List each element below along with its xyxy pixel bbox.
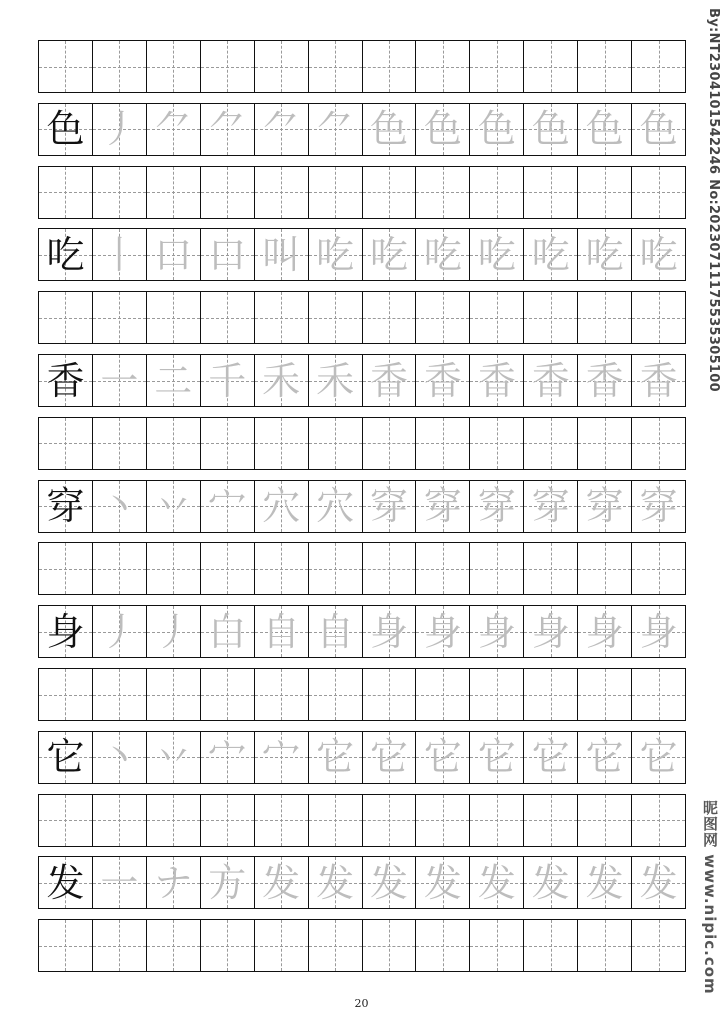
grid-cell	[631, 795, 685, 846]
stroke-order-step: 吃	[423, 232, 462, 277]
grid-cell	[631, 606, 685, 657]
stroke-order-step: 它	[423, 735, 462, 780]
model-character: 它	[46, 735, 85, 780]
grid-cell	[146, 167, 200, 218]
grid-cell	[577, 669, 631, 720]
grid-cell	[308, 418, 362, 469]
grid-cell	[92, 543, 146, 594]
grid-cell	[415, 481, 469, 532]
grid-cell	[200, 167, 254, 218]
character-row	[38, 856, 686, 909]
stroke-order-step: 二	[154, 358, 193, 403]
grid-cell	[362, 857, 416, 908]
stroke-order-step: 色	[639, 107, 678, 152]
grid-cell	[415, 229, 469, 280]
grid-cell	[577, 104, 631, 155]
grid-cell	[146, 543, 200, 594]
stroke-order-step: 禾	[316, 358, 355, 403]
grid-cell	[200, 292, 254, 343]
stroke-order-step: 丿	[100, 107, 139, 152]
grid-cell	[200, 229, 254, 280]
stroke-order-step: 丶	[100, 735, 139, 780]
stroke-order-step: ⺈	[208, 107, 247, 152]
grid-cell	[254, 104, 308, 155]
grid-cell	[308, 795, 362, 846]
blank-practice-row	[38, 291, 686, 344]
stroke-order-step: 穿	[531, 484, 570, 529]
grid-cell	[200, 481, 254, 532]
stroke-order-step: 自	[262, 609, 301, 654]
grid-cell	[308, 606, 362, 657]
grid-cell	[146, 732, 200, 783]
grid-cell	[415, 355, 469, 406]
grid-cell	[415, 41, 469, 92]
stroke-order-step: 身	[477, 609, 516, 654]
grid-cell	[631, 857, 685, 908]
model-character: 身	[46, 609, 85, 654]
stroke-order-step: 禾	[262, 358, 301, 403]
grid-cell	[523, 481, 577, 532]
grid-cell	[92, 795, 146, 846]
stroke-order-step: 它	[531, 735, 570, 780]
blank-practice-row	[38, 542, 686, 595]
grid-cell	[146, 355, 200, 406]
grid-cell	[200, 543, 254, 594]
grid-cell	[254, 355, 308, 406]
stroke-order-step: 发	[639, 860, 678, 905]
grid-cell	[469, 606, 523, 657]
grid-cell	[254, 732, 308, 783]
grid-cell	[362, 920, 416, 971]
grid-cell	[308, 857, 362, 908]
grid-cell	[362, 229, 416, 280]
grid-cell	[362, 292, 416, 343]
model-character: 色	[46, 107, 85, 152]
stroke-order-step: 色	[423, 107, 462, 152]
grid-cell	[146, 795, 200, 846]
grid-cell	[631, 418, 685, 469]
stroke-order-step: 口	[208, 232, 247, 277]
stroke-order-step: 身	[639, 609, 678, 654]
grid-cell	[577, 167, 631, 218]
grid-cell	[523, 229, 577, 280]
grid-cell	[92, 732, 146, 783]
stroke-order-step: 宀	[262, 735, 301, 780]
model-character: 穿	[46, 484, 85, 529]
grid-cell	[39, 104, 92, 155]
stroke-order-step: 穴	[316, 484, 355, 529]
grid-cell	[523, 104, 577, 155]
grid-cell	[200, 669, 254, 720]
stroke-order-step: 它	[369, 735, 408, 780]
grid-cell	[631, 229, 685, 280]
grid-cell	[308, 41, 362, 92]
grid-cell	[39, 543, 92, 594]
stroke-order-step: 千	[208, 358, 247, 403]
stroke-order-step: 它	[477, 735, 516, 780]
character-row	[38, 354, 686, 407]
grid-cell	[200, 732, 254, 783]
grid-cell	[631, 543, 685, 594]
stroke-order-step: ⺈	[154, 107, 193, 152]
model-character: 香	[46, 358, 85, 403]
grid-cell	[146, 41, 200, 92]
grid-cell	[415, 920, 469, 971]
stroke-order-step: 吃	[369, 232, 408, 277]
blank-practice-row	[38, 417, 686, 470]
stroke-order-step: 发	[316, 860, 355, 905]
blank-practice-row	[38, 40, 686, 93]
grid-cell	[362, 481, 416, 532]
grid-cell	[254, 857, 308, 908]
grid-cell	[469, 41, 523, 92]
character-row	[38, 480, 686, 533]
grid-cell	[469, 543, 523, 594]
stroke-order-step: 吃	[531, 232, 570, 277]
stroke-order-step: 丿	[100, 609, 139, 654]
character-row	[38, 103, 686, 156]
stroke-order-step: 穴	[262, 484, 301, 529]
stroke-order-step: 方	[208, 860, 247, 905]
stroke-order-step: 身	[531, 609, 570, 654]
grid-cell	[415, 543, 469, 594]
grid-cell	[308, 543, 362, 594]
grid-cell	[308, 920, 362, 971]
grid-cell	[92, 41, 146, 92]
grid-cell	[469, 857, 523, 908]
grid-cell	[92, 857, 146, 908]
grid-cell	[415, 418, 469, 469]
grid-cell	[469, 104, 523, 155]
grid-cell	[200, 355, 254, 406]
grid-cell	[146, 857, 200, 908]
grid-cell	[415, 292, 469, 343]
grid-cell	[92, 292, 146, 343]
grid-cell	[39, 669, 92, 720]
character-row	[38, 731, 686, 784]
grid-cell	[523, 606, 577, 657]
grid-cell	[362, 41, 416, 92]
stroke-order-step: 它	[585, 735, 624, 780]
grid-cell	[200, 606, 254, 657]
grid-cell	[523, 418, 577, 469]
stroke-order-step: 穿	[369, 484, 408, 529]
stroke-order-step: 香	[369, 358, 408, 403]
stroke-order-step: 叫	[262, 232, 301, 277]
stroke-order-step: 一	[100, 358, 139, 403]
grid-cell	[146, 606, 200, 657]
grid-cell	[469, 418, 523, 469]
grid-cell	[362, 795, 416, 846]
grid-cell	[523, 292, 577, 343]
stroke-order-step: ⺈	[316, 107, 355, 152]
stroke-order-step: 发	[369, 860, 408, 905]
grid-cell	[523, 41, 577, 92]
grid-cell	[577, 732, 631, 783]
grid-cell	[146, 229, 200, 280]
stroke-order-step: 丿	[154, 609, 193, 654]
stroke-order-step: ⺈	[262, 107, 301, 152]
grid-cell	[146, 669, 200, 720]
grid-cell	[254, 920, 308, 971]
grid-cell	[254, 41, 308, 92]
grid-cell	[200, 795, 254, 846]
grid-cell	[362, 355, 416, 406]
grid-cell	[308, 481, 362, 532]
grid-cell	[523, 355, 577, 406]
grid-cell	[146, 481, 200, 532]
grid-cell	[631, 732, 685, 783]
grid-cell	[39, 167, 92, 218]
grid-cell	[362, 104, 416, 155]
character-row	[38, 228, 686, 281]
stroke-order-step: 穿	[477, 484, 516, 529]
grid-cell	[523, 732, 577, 783]
grid-cell	[92, 167, 146, 218]
stroke-order-step: 丷	[154, 735, 193, 780]
stroke-order-step: 香	[585, 358, 624, 403]
grid-cell	[200, 41, 254, 92]
stroke-order-step: 色	[531, 107, 570, 152]
grid-cell	[254, 669, 308, 720]
grid-cell	[631, 669, 685, 720]
grid-cell	[308, 104, 362, 155]
stroke-order-step: 发	[531, 860, 570, 905]
grid-cell	[577, 857, 631, 908]
grid-cell	[146, 920, 200, 971]
grid-cell	[39, 292, 92, 343]
grid-cell	[577, 481, 631, 532]
stroke-order-step: 香	[477, 358, 516, 403]
grid-cell	[200, 104, 254, 155]
grid-cell	[362, 418, 416, 469]
grid-cell	[308, 355, 362, 406]
grid-cell	[469, 669, 523, 720]
grid-cell	[92, 920, 146, 971]
watermark-site: 昵图网 www.nipic.com	[701, 800, 719, 995]
grid-cell	[39, 795, 92, 846]
grid-cell	[415, 857, 469, 908]
grid-cell	[577, 920, 631, 971]
grid-cell	[415, 167, 469, 218]
grid-cell	[631, 167, 685, 218]
grid-cell	[577, 418, 631, 469]
stroke-order-step: 丶	[100, 484, 139, 529]
grid-cell	[631, 104, 685, 155]
stroke-order-step: 宀	[208, 735, 247, 780]
grid-cell	[254, 481, 308, 532]
grid-cell	[308, 669, 362, 720]
stroke-order-step: 身	[585, 609, 624, 654]
stroke-order-step: 宀	[208, 484, 247, 529]
grid-cell	[308, 167, 362, 218]
grid-cell	[39, 732, 92, 783]
grid-cell	[200, 920, 254, 971]
stroke-order-step: 它	[639, 735, 678, 780]
grid-cell	[631, 355, 685, 406]
grid-cell	[39, 229, 92, 280]
grid-cell	[362, 732, 416, 783]
grid-cell	[146, 292, 200, 343]
grid-cell	[415, 795, 469, 846]
grid-cell	[92, 481, 146, 532]
grid-cell	[523, 543, 577, 594]
grid-cell	[92, 355, 146, 406]
grid-cell	[362, 167, 416, 218]
stroke-order-step: 丷	[154, 484, 193, 529]
grid-cell	[631, 481, 685, 532]
stroke-order-step: 吃	[477, 232, 516, 277]
grid-cell	[523, 669, 577, 720]
stroke-order-step: 香	[423, 358, 462, 403]
stroke-order-step: 发	[262, 860, 301, 905]
grid-cell	[577, 229, 631, 280]
grid-cell	[146, 104, 200, 155]
stroke-order-step: 一	[100, 860, 139, 905]
stroke-order-step: 自	[316, 609, 355, 654]
grid-cell	[39, 920, 92, 971]
blank-practice-row	[38, 166, 686, 219]
stroke-order-step: 它	[316, 735, 355, 780]
grid-cell	[254, 795, 308, 846]
grid-cell	[39, 41, 92, 92]
grid-cell	[308, 292, 362, 343]
grid-cell	[631, 292, 685, 343]
stroke-order-step: 色	[477, 107, 516, 152]
grid-cell	[577, 795, 631, 846]
grid-cell	[469, 167, 523, 218]
grid-cell	[39, 481, 92, 532]
grid-cell	[308, 732, 362, 783]
stroke-order-step: 身	[423, 609, 462, 654]
grid-cell	[577, 606, 631, 657]
grid-cell	[200, 857, 254, 908]
grid-cell	[469, 732, 523, 783]
grid-cell	[254, 292, 308, 343]
grid-cell	[469, 795, 523, 846]
grid-cell	[39, 418, 92, 469]
grid-cell	[308, 229, 362, 280]
grid-cell	[523, 857, 577, 908]
grid-cell	[92, 418, 146, 469]
grid-cell	[362, 543, 416, 594]
grid-cell	[92, 669, 146, 720]
grid-cell	[631, 41, 685, 92]
grid-cell	[577, 41, 631, 92]
stroke-order-step: 丨	[100, 232, 139, 277]
grid-cell	[92, 606, 146, 657]
grid-cell	[469, 355, 523, 406]
stroke-order-step: 穿	[639, 484, 678, 529]
stroke-order-step: 吃	[585, 232, 624, 277]
stroke-order-step: ナ	[154, 860, 193, 905]
stroke-order-step: 发	[477, 860, 516, 905]
stroke-order-step: 口	[154, 232, 193, 277]
stroke-order-step: 色	[585, 107, 624, 152]
page-number: 20	[354, 997, 369, 1010]
grid-cell	[362, 669, 416, 720]
watermark-id: By:NT2304101542246 No:20230711175535305100	[706, 8, 721, 392]
grid-cell	[415, 606, 469, 657]
grid-cell	[92, 104, 146, 155]
grid-cell	[469, 229, 523, 280]
stroke-order-step: 香	[639, 358, 678, 403]
grid-cell	[92, 229, 146, 280]
grid-cell	[577, 292, 631, 343]
grid-cell	[415, 104, 469, 155]
grid-cell	[39, 857, 92, 908]
grid-cell	[146, 418, 200, 469]
model-character: 吃	[46, 232, 85, 277]
blank-practice-row	[38, 794, 686, 847]
grid-cell	[523, 795, 577, 846]
stroke-order-step: 香	[531, 358, 570, 403]
grid-cell	[39, 606, 92, 657]
grid-cell	[523, 920, 577, 971]
character-row	[38, 605, 686, 658]
grid-cell	[469, 920, 523, 971]
grid-cell	[254, 167, 308, 218]
grid-cell	[254, 418, 308, 469]
grid-cell	[631, 920, 685, 971]
grid-cell	[469, 481, 523, 532]
stroke-order-step: 色	[369, 107, 408, 152]
grid-cell	[469, 292, 523, 343]
grid-cell	[415, 732, 469, 783]
stroke-order-step: 白	[208, 609, 247, 654]
grid-cell	[254, 543, 308, 594]
grid-cell	[200, 418, 254, 469]
stroke-order-step: 吃	[316, 232, 355, 277]
stroke-order-step: 穿	[423, 484, 462, 529]
blank-practice-row	[38, 919, 686, 972]
stroke-order-step: 吃	[639, 232, 678, 277]
stroke-order-step: 发	[423, 860, 462, 905]
grid-cell	[415, 669, 469, 720]
blank-practice-row	[38, 668, 686, 721]
model-character: 发	[46, 860, 85, 905]
grid-cell	[254, 606, 308, 657]
grid-cell	[577, 543, 631, 594]
stroke-order-step: 穿	[585, 484, 624, 529]
stroke-order-step: 发	[585, 860, 624, 905]
grid-cell	[523, 167, 577, 218]
grid-cell	[362, 606, 416, 657]
grid-cell	[254, 229, 308, 280]
grid-cell	[39, 355, 92, 406]
grid-cell	[577, 355, 631, 406]
stroke-order-step: 身	[369, 609, 408, 654]
